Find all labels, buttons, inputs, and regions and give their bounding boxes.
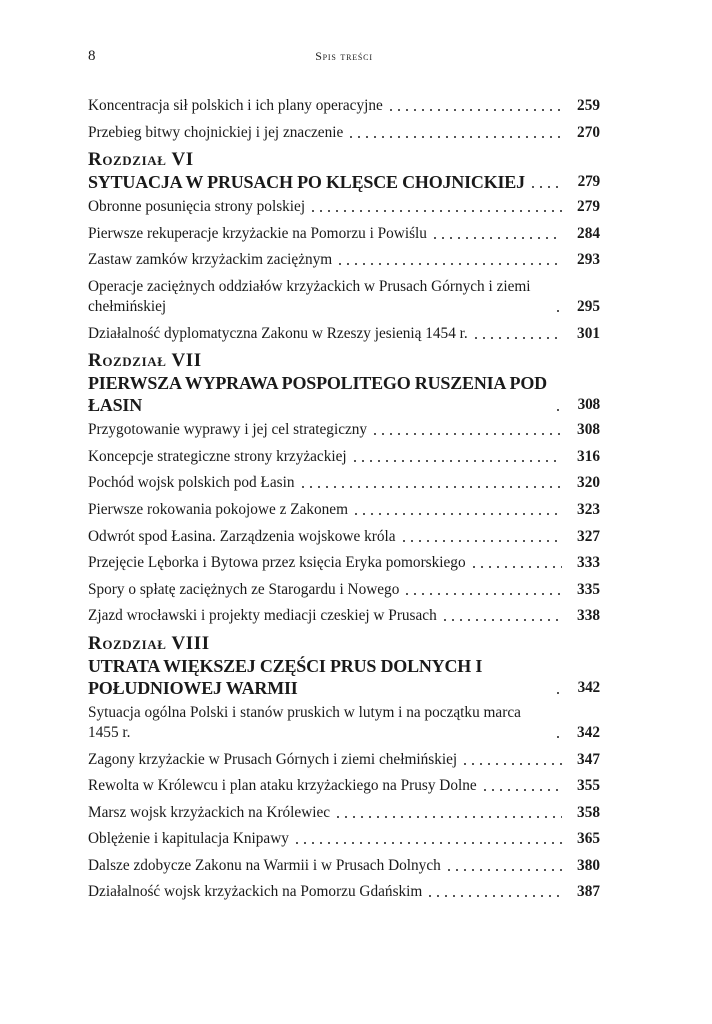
toc-entry	[88, 829, 600, 849]
chapter-label: Rozdział VIII	[88, 632, 210, 654]
dot-leader	[400, 529, 562, 543]
chapter-title-entry	[88, 372, 600, 416]
toc-entry-title: Spory o spłatę zaciężnych ze Starogardu i Nowego	[88, 580, 400, 598]
dot-leader	[426, 884, 562, 898]
chapter-label: Rozdział VII	[88, 350, 202, 372]
chapter-7-heading	[88, 350, 600, 416]
chapter-label: Rozdział VI	[88, 149, 194, 171]
toc-entry-title: Marsz wojsk krzyżackich na Królewiec	[88, 803, 331, 821]
toc-entry-title: Sytuacja ogólna Polski i stanów pruskich w lutym i na początku marca 1455 r.	[88, 703, 521, 741]
toc-entry-page: 316	[577, 447, 600, 465]
toc-entry-page: 301	[577, 324, 600, 342]
toc-entry	[88, 447, 600, 467]
toc-entry	[88, 882, 600, 902]
toc-entry-page: 347	[577, 750, 600, 768]
toc-entry	[88, 250, 600, 270]
toc-entry-page: 259	[577, 97, 600, 114]
dot-leader	[403, 582, 562, 596]
dot-leader	[334, 805, 562, 819]
toc-entry-page: 333	[577, 554, 600, 572]
dot-leader	[352, 502, 562, 516]
toc-entry-page: 358	[577, 803, 600, 821]
toc-entry-page: 387	[577, 883, 600, 901]
toc-entry	[88, 324, 600, 344]
toc-entry-page: 355	[577, 777, 600, 795]
toc-entry	[88, 123, 600, 143]
toc-entry-page: 308	[577, 421, 600, 439]
toc-entry-page: 323	[577, 500, 600, 518]
dot-leader	[554, 681, 562, 695]
toc-entry	[88, 553, 600, 573]
toc-entry-title: Koncentracja sił polskich i ich plany operacyjne	[88, 97, 383, 114]
dot-leader	[299, 475, 562, 489]
dot-leader	[554, 725, 562, 739]
toc-entry	[88, 500, 600, 520]
toc-entry-title: Zagony krzyżackie w Prusach Górnych i ziemi chełmińskiej	[88, 750, 458, 768]
toc-entry-title: Działalność dyplomatyczna Zakonu w Rzeszy jesienią 1454 r.	[88, 324, 468, 342]
chapter-8-heading	[88, 633, 600, 699]
chapter-page: 308	[577, 396, 600, 414]
table-of-contents	[88, 96, 600, 909]
dot-leader	[441, 608, 562, 622]
dot-leader	[472, 326, 562, 340]
toc-entry-title: Pochód wojsk polskich pod Łasin	[88, 474, 295, 492]
toc-entry-title: Operacje zaciężnych oddziałów krzyżackich w Prusach Górnych i ziemi chełmińskiej	[88, 277, 531, 315]
toc-entry	[88, 776, 600, 796]
toc-entry	[88, 803, 600, 823]
dot-leader	[554, 299, 562, 313]
toc-entry-title: Przejęcie Lęborka i Bytowa przez księcia Eryka pomorskiego	[88, 554, 466, 572]
dot-leader	[351, 449, 562, 463]
dot-leader	[470, 555, 562, 569]
running-head: Spis treści	[315, 49, 373, 63]
toc-entry	[88, 197, 600, 217]
chapter-title: PIERWSZA WYPRAWA POSPOLITEGO RUSZENIA POD ŁASIN	[88, 373, 547, 416]
toc-entry-page: 365	[577, 830, 600, 848]
toc-entry-title: Działalność wojsk krzyżackich na Pomorzu Gdańskim	[88, 883, 423, 901]
toc-entry-page: 335	[577, 580, 600, 598]
toc-entry	[88, 750, 600, 770]
toc-entry-title: Koncepcje strategiczne strony krzyżackiej	[88, 447, 347, 465]
toc-entry-title: Przebieg bitwy chojnickiej i jej znaczenie	[88, 123, 344, 141]
toc-entry-page: 380	[577, 856, 600, 874]
toc-entry-page: 293	[577, 251, 600, 269]
chapter-page: 342	[577, 678, 600, 696]
toc-entry	[88, 473, 600, 493]
toc-entry	[88, 420, 600, 440]
dot-leader	[445, 858, 562, 872]
toc-entry-page: 279	[577, 198, 600, 216]
toc-entry	[88, 527, 600, 547]
dot-leader	[336, 252, 562, 266]
toc-entry-title: Oblężenie i kapitulacja Knipawy	[88, 830, 289, 848]
toc-entry	[88, 856, 600, 876]
dot-leader	[529, 175, 562, 189]
toc-entry	[88, 703, 600, 743]
dot-leader	[431, 226, 562, 240]
toc-entry	[88, 224, 600, 244]
toc-entry-title: Dalsze zdobycze Zakonu na Warmii i w Prusach Dolnych	[88, 856, 441, 874]
chapter-title-entry	[88, 171, 600, 193]
dot-leader	[309, 199, 562, 213]
toc-entry-title: Rewolta w Królewcu i plan ataku krzyżackiego na Prusy Dolne	[88, 777, 477, 795]
toc-entry-page: 284	[577, 224, 600, 242]
dot-leader	[461, 752, 562, 766]
chapter-6-heading	[88, 149, 600, 193]
toc-entry-title: Zastaw zamków krzyżackim zaciężnym	[88, 251, 333, 269]
dot-leader	[347, 125, 562, 139]
toc-entry	[88, 277, 600, 317]
chapter-title: UTRATA WIĘKSZEJ CZĘŚCI PRUS DOLNYCH I POŁUDNIOWEJ WARMII	[88, 655, 483, 698]
chapter-title-entry	[88, 655, 600, 699]
toc-entry-title: Obronne posunięcia strony polskiej	[88, 198, 306, 216]
dot-leader	[481, 778, 562, 792]
toc-entry	[88, 606, 600, 626]
toc-entry-title: Pierwsze rekuperacje krzyżackie na Pomorzu i Powiślu	[88, 224, 427, 242]
toc-entry-page: 320	[577, 474, 600, 492]
page-header	[88, 48, 600, 68]
chapter-title: SYTUACJA W PRUSACH PO KLĘSCE CHOJNICKIEJ	[88, 172, 525, 193]
toc-entry-page: 270	[577, 123, 600, 141]
chapter-page: 279	[577, 173, 600, 191]
toc-entry	[88, 96, 600, 116]
toc-entry-title: Odwrót spod Łasina. Zarządzenia wojskowe króla	[88, 527, 396, 545]
toc-entry-page: 327	[577, 527, 600, 545]
dot-leader	[387, 98, 562, 112]
toc-entry-title: Zjazd wrocławski i projekty mediacji czeskiej w Prusach	[88, 607, 437, 625]
toc-entry-title: Pierwsze rokowania pokojowe z Zakonem	[88, 500, 348, 518]
toc-entry-page: 338	[577, 607, 600, 625]
toc-entry-page: 342	[577, 723, 600, 741]
page-number: 8	[88, 48, 96, 64]
toc-entry-title: Przygotowanie wyprawy i jej cel strategiczny	[88, 421, 368, 439]
dot-leader	[293, 831, 562, 845]
dot-leader	[371, 422, 562, 436]
toc-entry	[88, 580, 600, 600]
dot-leader	[554, 398, 562, 412]
toc-entry-page: 295	[577, 297, 600, 315]
